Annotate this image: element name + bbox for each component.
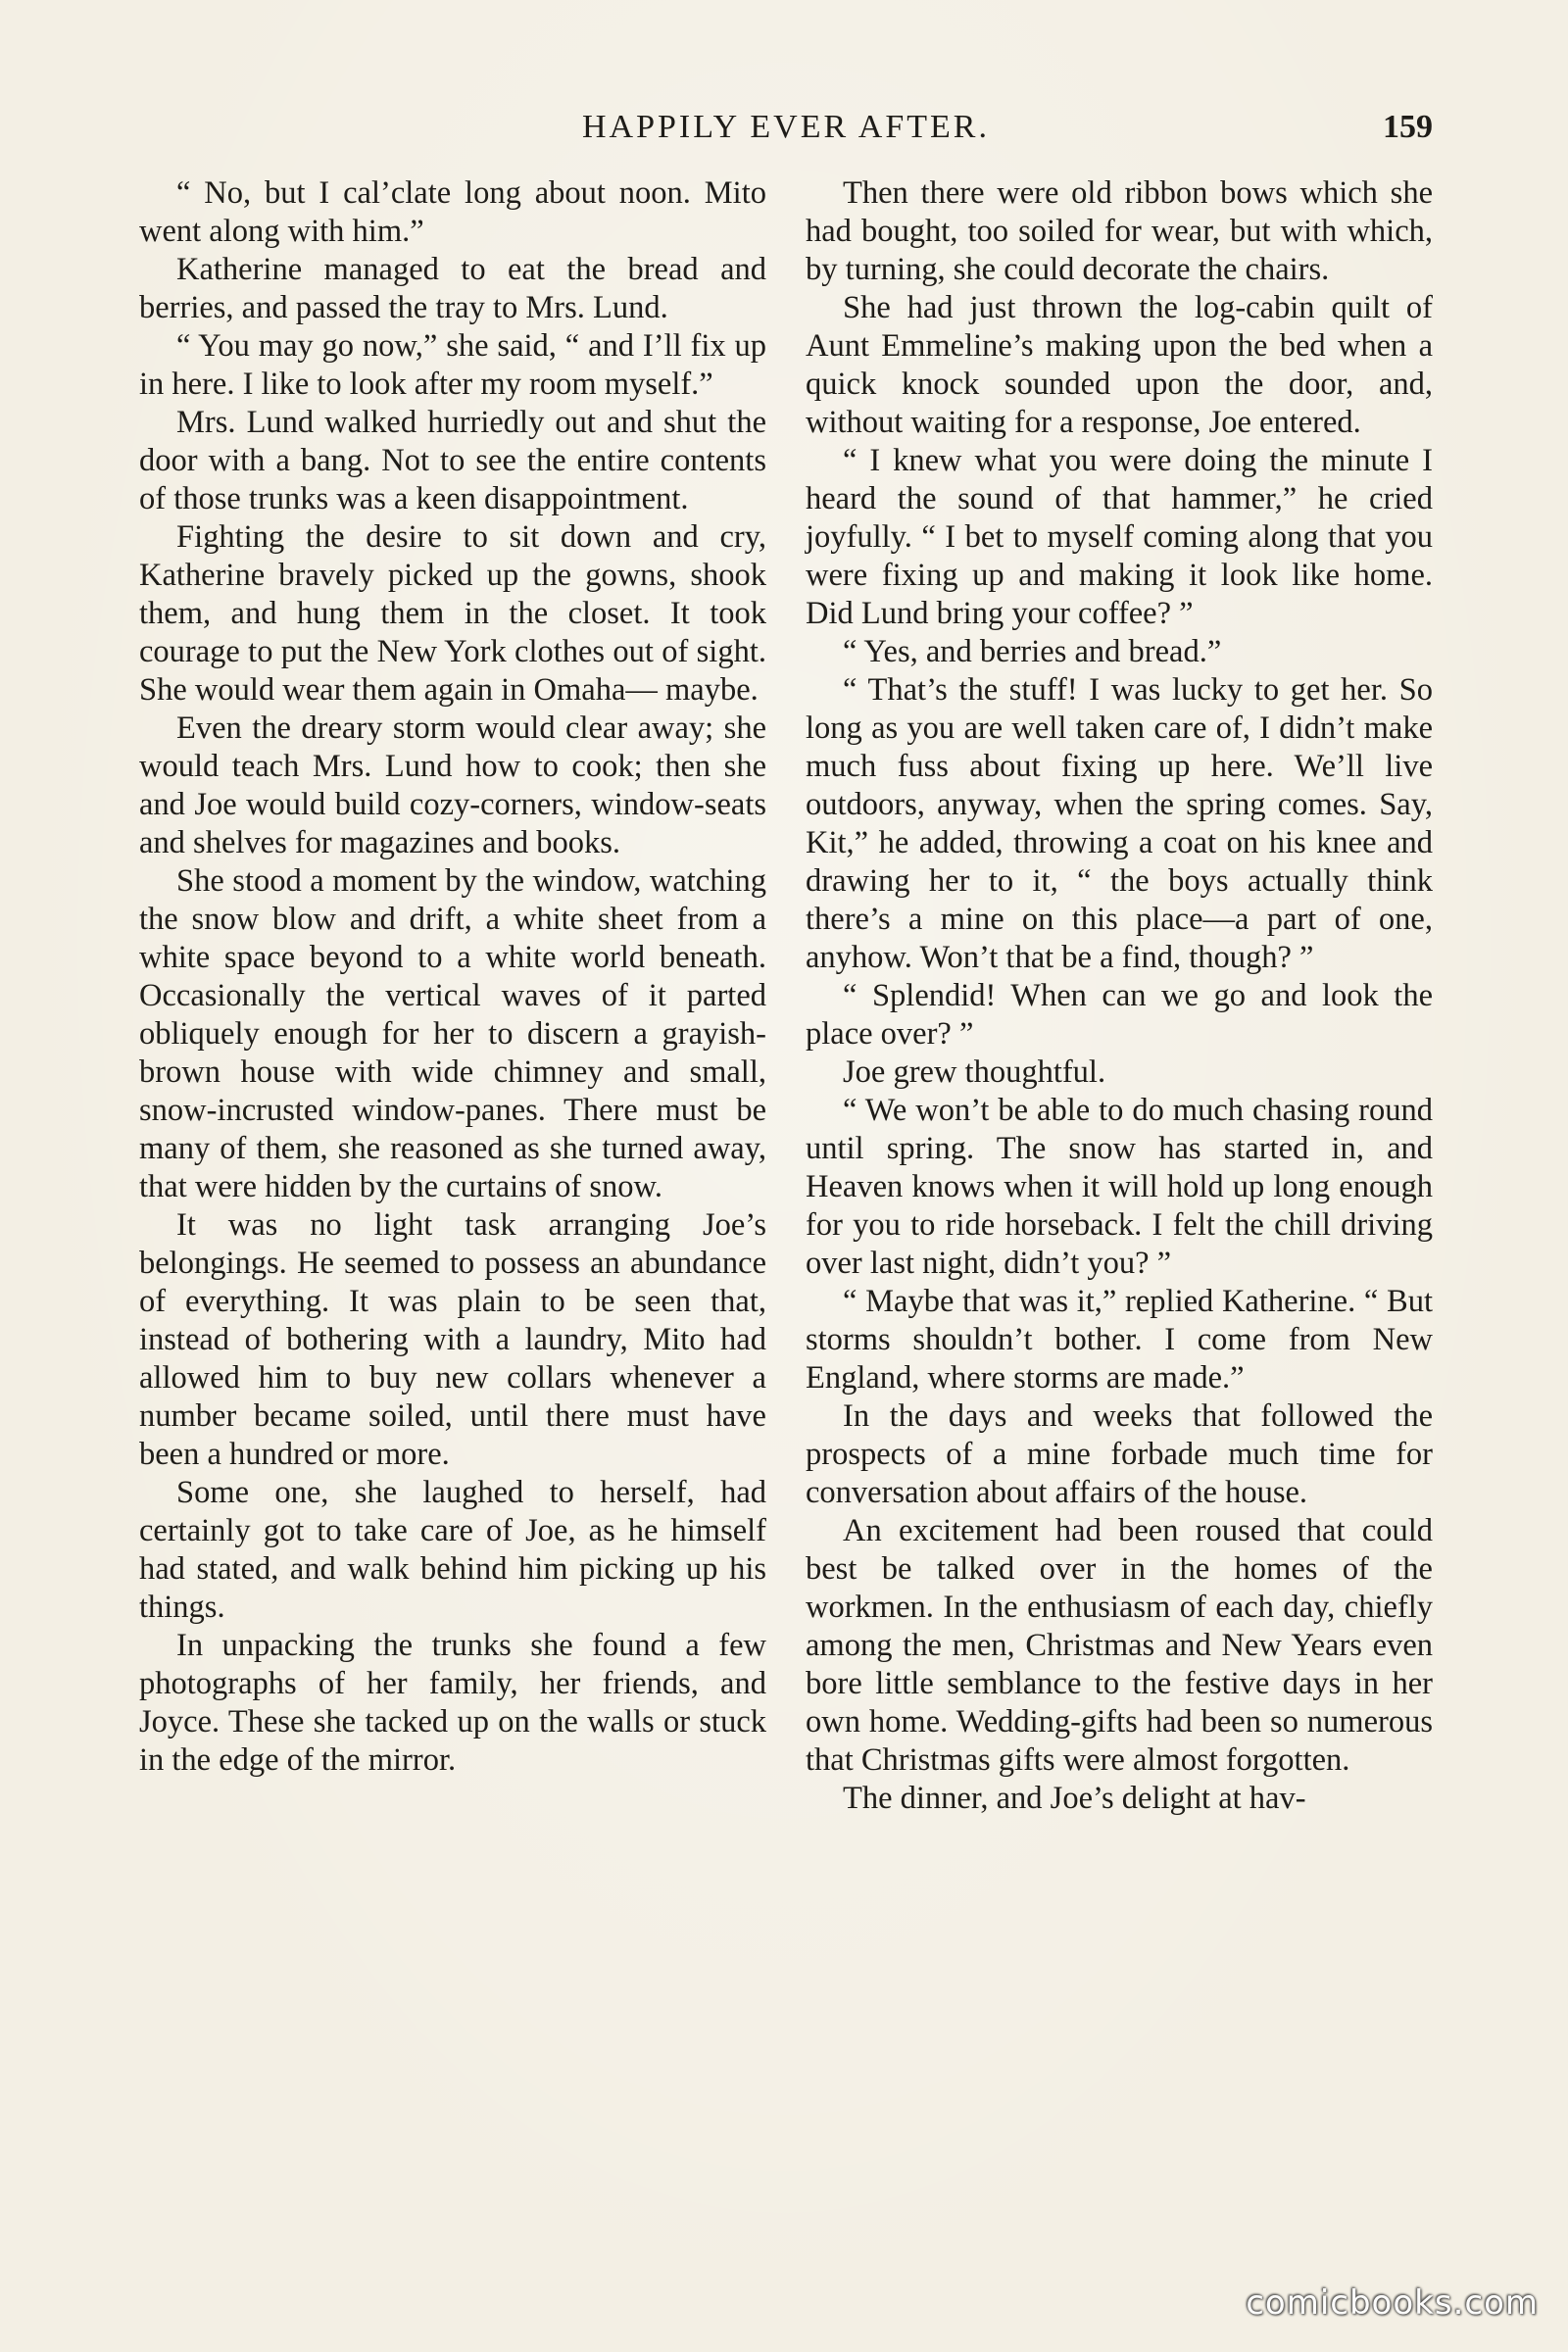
- left-column: [139, 174, 766, 1780]
- paragraph: She had just thrown the log-cabin quilt of Aunt Emmeline’s making upon the bed when a quick knock sounded upon the door, and, without waiting for a response, Joe entered.: [806, 290, 1433, 440]
- paragraph: “ No, but I cal’clate long about noon. Mito went along with him.”: [139, 175, 766, 249]
- watermark: comicbooks.com: [1246, 2283, 1539, 2323]
- paragraph: “ You may go now,” she said, “ and I’ll fix up in here. I like to look after my room myself.”: [139, 328, 766, 402]
- paragraph: In the days and weeks that followed the prospects of a mine forbade much time for conversation about affairs of the house.: [806, 1398, 1433, 1510]
- paragraph: Mrs. Lund walked hurriedly out and shut the door with a bang. Not to see the entire contents of those trunks was a keen disappointment.: [139, 405, 766, 516]
- paragraph: “ Maybe that was it,” replied Katherine. “ But storms shouldn’t bother. I come from New England, where storms are made.”: [806, 1284, 1433, 1396]
- paragraph: Katherine managed to eat the bread and berries, and passed the tray to Mrs. Lund.: [139, 252, 766, 325]
- paragraph: Fighting the desire to sit down and cry, Katherine bravely picked up the gowns, shook them, and hung them in the closet. It took courage to put the New York clothes out of sight. She would wear them again in Omaha— maybe.: [139, 519, 766, 708]
- paragraph: An excitement had been roused that could best be talked over in the homes of the workmen. In the enthusiasm of each day, chiefly among the men, Christmas and New Years even bore little semblance to the festive days in her own home. Wedding-gifts had been so numerous that Christmas gifts were almost forgotten.: [806, 1513, 1433, 1778]
- paragraph: Then there were old ribbon bows which she had bought, too soiled for wear, but with which, by turning, she could decorate the chairs.: [806, 175, 1433, 287]
- paragraph: Some one, she laughed to herself, had certainly got to take care of Joe, as he himself had stated, and walk behind him picking up his things.: [139, 1475, 766, 1625]
- paragraph: “ Yes, and berries and bread.”: [843, 634, 1222, 669]
- paragraph: “ I knew what you were doing the minute I heard the sound of that hammer,” he cried joyfully. “ I bet to myself coming along that you were fixing up and making it look like home. Did Lund bring your coffee? ”: [806, 443, 1433, 631]
- paragraph: She stood a moment by the window, watching the snow blow and drift, a white sheet from a white space beyond to a white world beneath. Occasionally the vertical waves of it parted obliquely enough for her to discern a grayish-brown house with wide chimney and small, snow-incrusted window-panes. There must be many of them, she reasoned as she turned away, that were hidden by the curtains of snow.: [139, 863, 766, 1204]
- paragraph: “ That’s the stuff! I was lucky to get her. So long as you are well taken care of, I didn’t make much fuss about fixing up here. We’ll live outdoors, anyway, when the spring comes. Say, Kit,” he added, throwing a coat on his knee and drawing her to it, “ the boys actually think there’s a mine on this place—a part of one, anyhow. Won’t that be a find, though? ”: [806, 672, 1433, 975]
- right-column: [806, 174, 1433, 1818]
- paragraph: It was no light task arranging Joe’s belongings. He seemed to possess an abundance of everything. It was plain to be seen that, instead of bothering with a laundry, Mito had allowed him to buy new collars whenever a number became soiled, until there must have been a hundred or more.: [139, 1207, 766, 1472]
- page-number: 159: [1383, 109, 1433, 145]
- running-head: [139, 98, 1433, 157]
- paragraph: Joe grew thoughtful.: [843, 1054, 1106, 1090]
- paragraph: “ We won’t be able to do much chasing round until spring. The snow has started in, and Heaven knows when it will hold up long enough for you to ride horseback. I felt the chill driving over last night, didn’t you? ”: [806, 1093, 1433, 1281]
- text-columns: [139, 174, 1433, 2223]
- paragraph: Even the dreary storm would clear away; she would teach Mrs. Lund how to cook; then she and Joe would build cozy-corners, window-seats and shelves for magazines and books.: [139, 710, 766, 860]
- chapter-title: HAPPILY EVER AFTER.: [582, 109, 990, 145]
- paragraph: The dinner, and Joe’s delight at hav-: [843, 1781, 1306, 1816]
- paragraph: “ Splendid! When can we go and look the place over? ”: [806, 978, 1433, 1052]
- paragraph: In unpacking the trunks she found a few photographs of her family, her friends, and Joyce. These she tacked up on the walls or stuck in the edge of the mirror.: [139, 1628, 766, 1778]
